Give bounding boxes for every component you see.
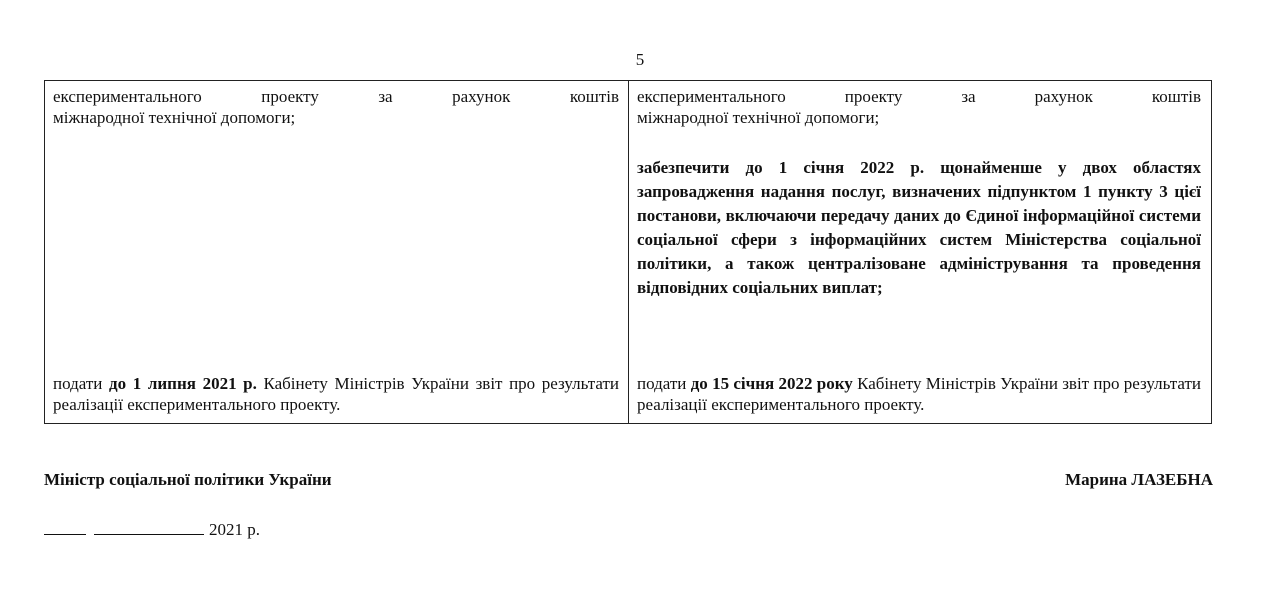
right-bottom-pre: подати	[637, 374, 691, 393]
right-bottom-post: Кабінету Міністрів України звіт про результати реалізації експериментального проекту.	[637, 374, 1202, 414]
right-amendment-cell: забезпечити до 1 січня 2022 р. щонайменше у двох областях запровадження надання послуг, визначених підпунктом 1 пункту 3 цієї постанови, включаючи передачу даних до Єдиної інформаційної системи соціальної сфери з інформаційних систем Міністерства соціальної політики, а також централізоване адміністрування та проведення відповідних соціальних виплат;	[637, 158, 1201, 297]
left-bottom-deadline: до 1 липня 2021 р.	[109, 374, 257, 393]
right-top-line-2: міжнародної технічної допомоги;	[637, 108, 880, 127]
right-top-line-1: експериментального проекту за рахунок коштів	[637, 87, 1201, 106]
date-year: 2021 р.	[209, 520, 260, 539]
signature-title: Міністр соціальної політики України	[44, 470, 332, 489]
right-bottom-deadline: до 15 січня 2022 року	[690, 374, 853, 393]
signature-name: Марина ЛАЗЕБНА	[1065, 470, 1213, 489]
right-bottom-cell	[637, 373, 1201, 415]
table-column-right	[629, 81, 1211, 423]
left-bottom-post: Кабінету Міністрів України звіт про результати реалізації експериментального проекту.	[53, 374, 620, 414]
right-top-cell	[637, 86, 1201, 128]
left-bottom-pre: подати	[53, 374, 110, 393]
left-top-cell	[53, 86, 619, 128]
table-column-left	[45, 81, 629, 423]
left-top-line-1: експериментального проекту за рахунок коштів	[53, 87, 619, 106]
page-number: 5	[635, 50, 645, 69]
date-month-blank	[94, 519, 204, 535]
left-bottom-cell	[53, 373, 619, 415]
date-line	[44, 519, 260, 540]
date-day-blank	[44, 519, 86, 535]
comparison-table	[44, 80, 1212, 424]
left-top-line-2: міжнародної технічної допомоги;	[53, 108, 296, 127]
